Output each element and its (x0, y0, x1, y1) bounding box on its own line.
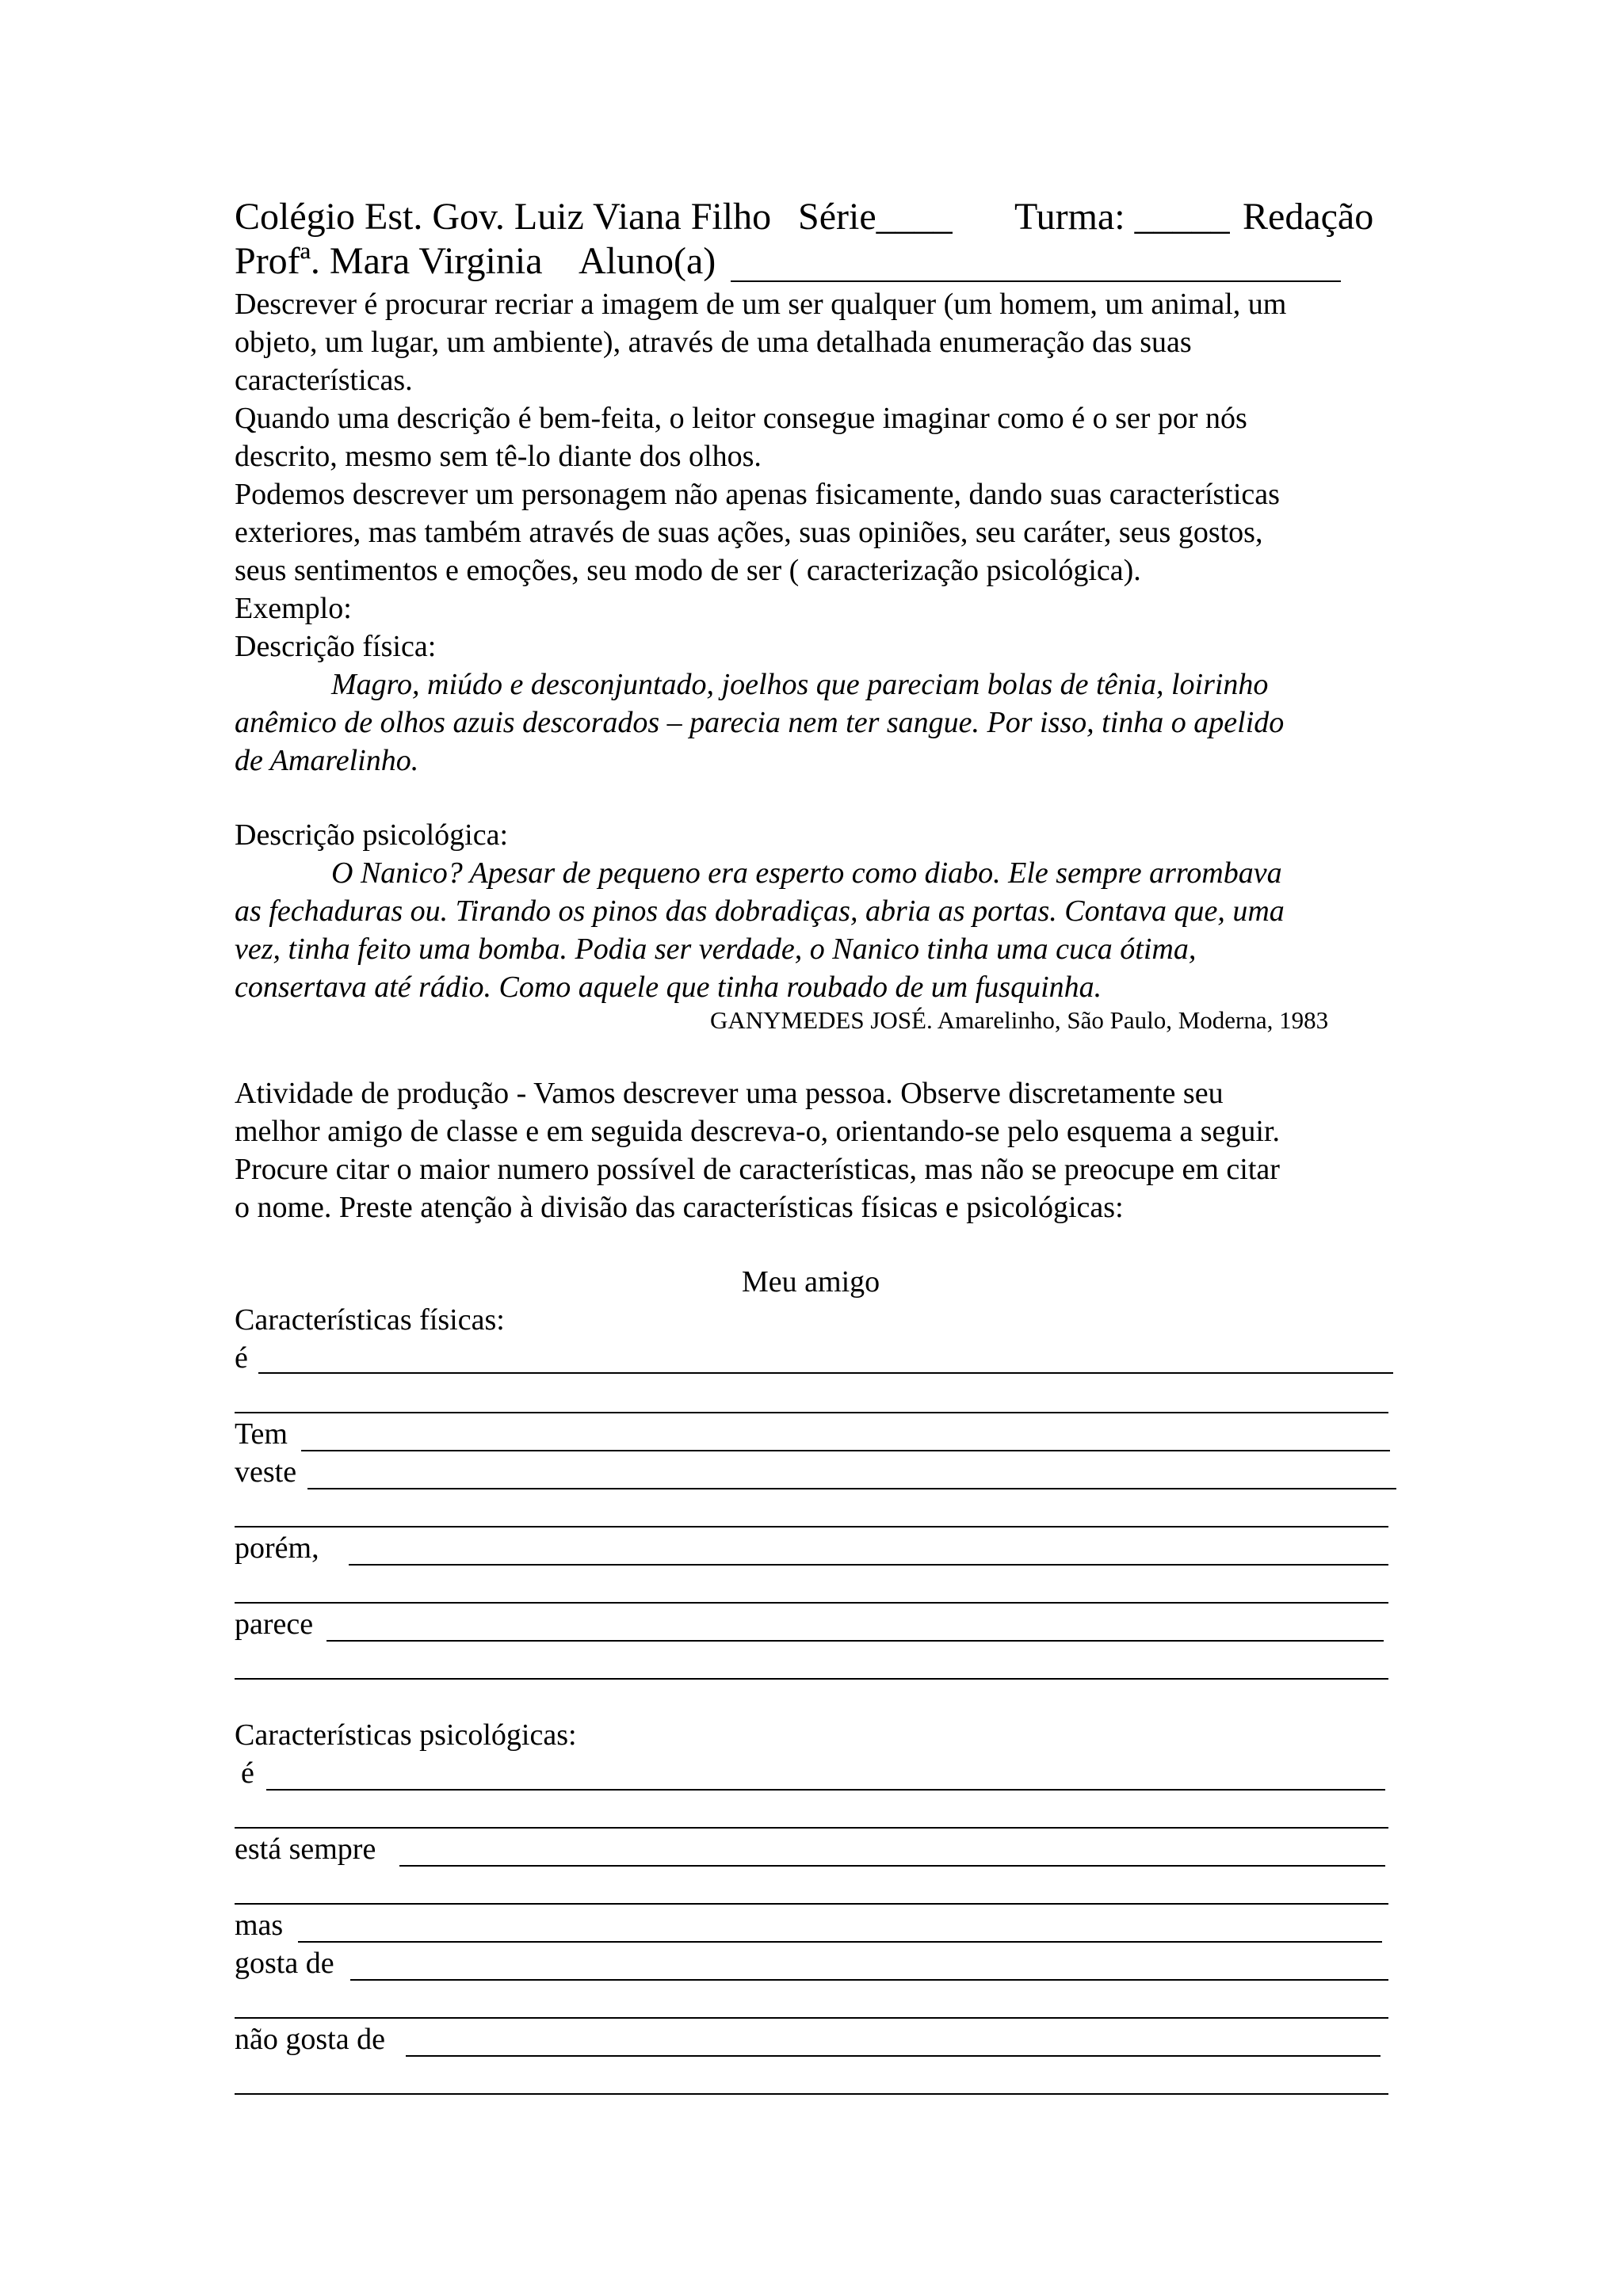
psychological-characteristics-heading: Características psicológicas: (235, 1718, 577, 1752)
answer-line[interactable] (399, 1865, 1385, 1867)
answer-line[interactable] (301, 1450, 1390, 1451)
answer-line[interactable] (235, 2017, 1388, 2019)
prompt-label: é (235, 1341, 248, 1375)
prompt-label: Tem (235, 1417, 288, 1451)
prompt-label: parece (235, 1608, 314, 1641)
teacher-name: Profª. Mara Virginia (235, 240, 543, 282)
prompt-label: mas (235, 1909, 284, 1942)
prompt-label: está sempre (235, 1833, 376, 1866)
answer-line[interactable] (258, 1372, 1393, 1374)
psychological-description-line: as fechaduras ou. Tirando os pinos das dobradiças, abria as portas. Contava que, uma (235, 894, 1285, 928)
prompt-label: veste (235, 1455, 297, 1489)
intro-line: exteriores, mas também através de suas ações, suas opiniões, seu caráter, seus gostos, (235, 516, 1263, 549)
prompt-label: não gosta de (235, 2023, 385, 2056)
answer-line[interactable] (406, 2055, 1381, 2057)
prompt-label: porém, (235, 1531, 319, 1565)
answer-line[interactable] (350, 1979, 1388, 1981)
subject-title: Redação (1243, 196, 1374, 238)
citation: GANYMEDES JOSÉ. Amarelinho, São Paulo, Moderna, 1983 (710, 1006, 1329, 1034)
intro-line: Podemos descrever um personagem não apenas fisicamente, dando suas características (235, 478, 1280, 511)
intro-line: características. (235, 364, 413, 397)
activity-line: melhor amigo de classe e em seguida descreva-o, orientando-se pelo esquema a seguir. (235, 1115, 1280, 1148)
intro-line: Descrever é procurar recriar a imagem de um ser qualquer (um homem, um animal, um (235, 288, 1287, 321)
physical-characteristics-heading: Características físicas: (235, 1303, 505, 1337)
psychological-description-line: vez, tinha feito uma bomba. Podia ser verdade, o Nanico tinha uma cuca ótima, (235, 933, 1197, 966)
psychological-description-label: Descrição psicológica: (235, 818, 509, 852)
answer-line[interactable] (327, 1640, 1384, 1642)
form-title: Meu amigo (742, 1265, 880, 1299)
physical-description-line: Magro, miúdo e desconjuntado, joelhos que pareciam bolas de tênia, loirinho (331, 668, 1269, 701)
intro-line: descrito, mesmo sem tê-lo diante dos olhos. (235, 440, 762, 473)
school-name: Colégio Est. Gov. Luiz Viana Filho (235, 196, 772, 238)
answer-line[interactable] (349, 1564, 1388, 1566)
answer-line[interactable] (235, 2093, 1388, 2095)
intro-line: Quando uma descrição é bem-feita, o leitor consegue imaginar como é o ser por nós (235, 402, 1247, 435)
prompt-label: é (241, 1756, 254, 1790)
prompt-label: gosta de (235, 1947, 334, 1980)
answer-line[interactable] (235, 1412, 1388, 1413)
answer-line[interactable] (235, 1678, 1388, 1680)
psychological-description-line: O Nanico? Apesar de pequeno era esperto como diabo. Ele sempre arrombava (331, 856, 1282, 890)
answer-line[interactable] (298, 1941, 1382, 1943)
turma-field: Turma: _____ (1014, 196, 1230, 238)
answer-line[interactable] (307, 1488, 1396, 1489)
student-label: Aluno(a) (579, 240, 716, 282)
answer-line[interactable] (235, 1526, 1388, 1527)
activity-line: Procure citar o maior numero possível de características, mas não se preocupe em citar (235, 1153, 1280, 1186)
intro-line: seus sentimentos e emoções, seu modo de ser ( caracterização psicológica). (235, 554, 1141, 587)
psychological-description-line: consertava até rádio. Como aquele que tinha roubado de um fusquinha. (235, 971, 1102, 1004)
physical-description-line: anêmico de olhos azuis descorados – parecia nem ter sangue. Por isso, tinha o apelido (235, 706, 1285, 739)
answer-line[interactable] (235, 1827, 1388, 1829)
activity-line: Atividade de produção - Vamos descrever uma pessoa. Observe discretamente seu (235, 1077, 1224, 1110)
student-name-input[interactable] (731, 280, 1341, 282)
answer-line[interactable] (235, 1903, 1388, 1905)
physical-description-label: Descrição física: (235, 630, 437, 663)
activity-line: o nome. Preste atenção à divisão das características físicas e psicológicas: (235, 1191, 1124, 1224)
physical-description-line: de Amarelinho. (235, 744, 419, 777)
answer-line[interactable] (266, 1789, 1385, 1791)
answer-line[interactable] (235, 1602, 1388, 1604)
example-label: Exemplo: (235, 592, 352, 625)
serie-field: Série____ (798, 196, 953, 238)
intro-line: objeto, um lugar, um ambiente), através de uma detalhada enumeração das suas (235, 326, 1192, 359)
